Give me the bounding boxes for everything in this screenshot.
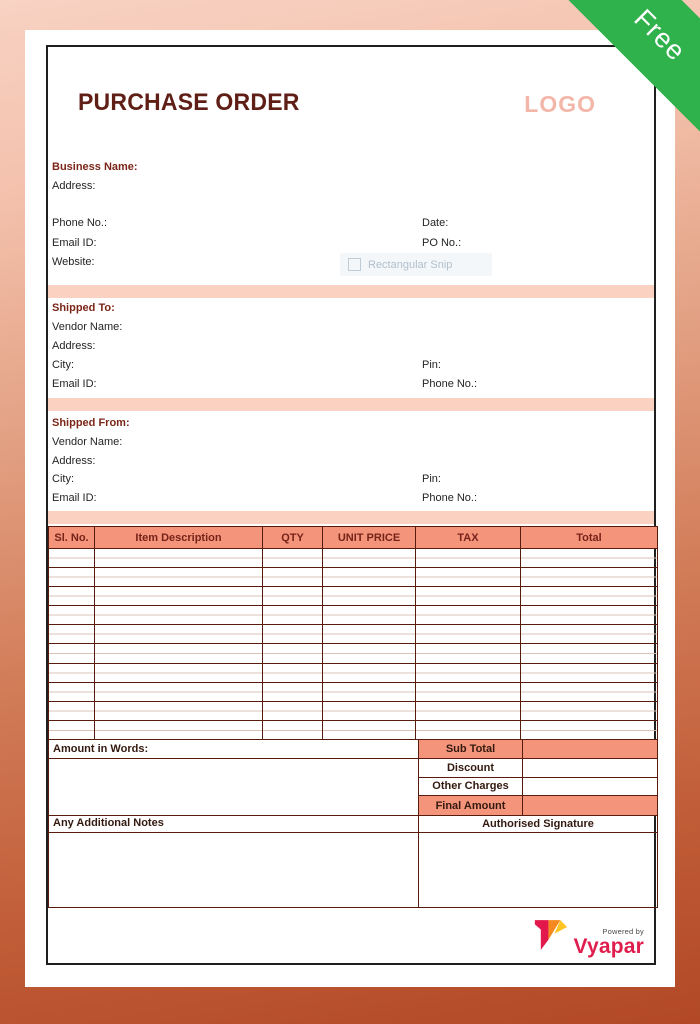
item-cell[interactable] (416, 625, 521, 643)
item-cell[interactable] (416, 568, 521, 586)
business-phone-label: Phone No.: (52, 217, 108, 229)
table-row (49, 606, 657, 625)
item-cell[interactable] (323, 549, 416, 567)
item-cell[interactable] (323, 664, 416, 682)
item-cell[interactable] (323, 702, 416, 720)
item-cell[interactable] (95, 568, 263, 586)
table-row (49, 644, 657, 663)
item-cell[interactable] (95, 606, 263, 624)
item-cell[interactable] (95, 664, 263, 682)
item-cell[interactable] (521, 587, 657, 605)
table-row (49, 721, 657, 740)
item-cell[interactable] (95, 702, 263, 720)
item-cell[interactable] (95, 683, 263, 701)
item-cell[interactable] (323, 644, 416, 662)
snip-tooltip-label: Rectangular Snip (368, 258, 453, 271)
totals-row-other-charges (419, 778, 657, 797)
shipfrom-address-label: Address: (52, 455, 96, 467)
shipto-phone-label: Phone No.: (422, 378, 478, 390)
table-row (49, 549, 657, 568)
divider-band (48, 511, 654, 524)
item-cell[interactable] (263, 664, 323, 682)
item-cell[interactable] (263, 644, 323, 662)
table-row (49, 702, 657, 721)
item-cell[interactable] (323, 568, 416, 586)
shipto-city-label: City: (52, 359, 74, 371)
items-table-body (49, 549, 657, 740)
item-cell[interactable] (49, 587, 95, 605)
logo-placeholder: LOGO (524, 91, 596, 117)
items-col-header-sl-no: Sl. No. (49, 527, 95, 549)
po-number-label: PO No.: (422, 237, 462, 249)
shipto-address-label: Address: (52, 340, 96, 352)
page-title: PURCHASE ORDER (78, 89, 300, 116)
item-cell[interactable] (49, 721, 95, 740)
totals-row-discount (419, 759, 657, 778)
shipfrom-phone-label: Phone No.: (422, 492, 478, 504)
amount-in-words-field[interactable] (49, 759, 418, 815)
totals-value-field[interactable] (523, 778, 657, 796)
signature-field[interactable] (419, 833, 657, 907)
item-cell[interactable] (263, 568, 323, 586)
notes-signature-boxes (48, 833, 658, 908)
vyapar-branding (534, 919, 644, 957)
totals-value-field[interactable] (523, 796, 657, 815)
snip-rectangle-icon (348, 258, 361, 271)
item-cell[interactable] (95, 625, 263, 643)
totals-rows (419, 740, 657, 815)
document-page (25, 30, 675, 987)
item-cell[interactable] (416, 702, 521, 720)
table-row (49, 683, 657, 702)
totals-label: Other Charges (419, 778, 523, 796)
item-cell[interactable] (521, 683, 657, 701)
divider-band (48, 398, 654, 411)
shipfrom-email-label: Email ID: (52, 492, 97, 504)
item-cell[interactable] (95, 644, 263, 662)
table-row (49, 625, 657, 644)
shipped-to-title: Shipped To: (52, 302, 115, 314)
item-cell[interactable] (323, 625, 416, 643)
item-cell[interactable] (263, 721, 323, 740)
item-cell[interactable] (49, 683, 95, 701)
item-cell[interactable] (521, 702, 657, 720)
notes-signature-header (48, 815, 658, 833)
shipto-vendor-label: Vendor Name: (52, 321, 123, 333)
shipped-from-title: Shipped From: (52, 417, 130, 429)
divider-band (48, 285, 654, 298)
item-cell[interactable] (263, 625, 323, 643)
items-col-header-unit-price: UNIT PRICE (323, 527, 416, 549)
totals-label: Discount (419, 759, 523, 777)
item-cell[interactable] (416, 664, 521, 682)
vyapar-logo-icon (534, 919, 568, 957)
item-cell[interactable] (49, 702, 95, 720)
items-table-header (49, 527, 657, 549)
amount-in-words-label: Amount in Words: (49, 740, 418, 759)
totals-label: Final Amount (419, 796, 523, 815)
items-col-header-item-description: Item Description (95, 527, 263, 549)
item-cell[interactable] (521, 625, 657, 643)
item-cell[interactable] (95, 549, 263, 567)
item-cell[interactable] (416, 721, 521, 740)
business-email-label: Email ID: (52, 237, 97, 249)
item-cell[interactable] (49, 568, 95, 586)
table-row (49, 587, 657, 606)
item-cell[interactable] (263, 587, 323, 605)
item-cell[interactable] (521, 568, 657, 586)
shipfrom-vendor-label: Vendor Name: (52, 436, 123, 448)
items-col-header-qty: QTY (263, 527, 323, 549)
item-cell[interactable] (323, 606, 416, 624)
powered-by-label: Powered by (602, 926, 644, 936)
totals-value-field[interactable] (523, 740, 657, 758)
table-row (49, 664, 657, 683)
item-cell[interactable] (416, 587, 521, 605)
totals-value-field[interactable] (523, 759, 657, 777)
free-ribbon-label: Free (628, 2, 693, 67)
item-cell[interactable] (49, 606, 95, 624)
item-cell[interactable] (521, 664, 657, 682)
totals-row-final-amount (419, 796, 657, 815)
additional-notes-field[interactable] (49, 833, 419, 907)
item-cell[interactable] (263, 683, 323, 701)
items-table (48, 526, 658, 740)
item-cell[interactable] (416, 683, 521, 701)
item-cell[interactable] (521, 644, 657, 662)
items-col-header-tax: TAX (416, 527, 521, 549)
totals-row-sub-total (419, 740, 657, 759)
item-cell[interactable] (323, 587, 416, 605)
item-cell[interactable] (263, 606, 323, 624)
shipto-email-label: Email ID: (52, 378, 97, 390)
shipfrom-pin-label: Pin: (422, 473, 441, 485)
business-website-label: Website: (52, 256, 95, 268)
item-cell[interactable] (416, 606, 521, 624)
amount-in-words-cell (49, 740, 419, 815)
item-cell[interactable] (323, 721, 416, 740)
item-cell[interactable] (95, 587, 263, 605)
item-cell[interactable] (95, 721, 263, 740)
table-row (49, 568, 657, 587)
item-cell[interactable] (49, 549, 95, 567)
item-cell[interactable] (49, 644, 95, 662)
business-address-label: Address: (52, 180, 96, 192)
item-cell[interactable] (263, 702, 323, 720)
item-cell[interactable] (416, 549, 521, 567)
item-cell[interactable] (49, 664, 95, 682)
date-label: Date: (422, 217, 449, 229)
shipto-pin-label: Pin: (422, 359, 441, 371)
rectangular-snip-tooltip (340, 253, 492, 276)
item-cell[interactable] (416, 644, 521, 662)
item-cell[interactable] (263, 549, 323, 567)
shipfrom-city-label: City: (52, 473, 74, 485)
purchase-order-document (46, 45, 656, 965)
item-cell[interactable] (521, 721, 657, 740)
items-col-header-total: Total (521, 527, 657, 549)
item-cell[interactable] (521, 606, 657, 624)
additional-notes-label: Any Additional Notes (49, 816, 419, 832)
authorised-signature-label: Authorised Signature (482, 818, 594, 830)
totals-label: Sub Total (419, 740, 523, 758)
document-footer (48, 908, 658, 963)
business-name-label: Business Name: (52, 161, 138, 173)
item-cell[interactable] (49, 625, 95, 643)
totals-section (48, 739, 658, 815)
vyapar-brand-name: Vyapar (573, 935, 644, 958)
item-cell[interactable] (323, 683, 416, 701)
item-cell[interactable] (521, 549, 657, 567)
